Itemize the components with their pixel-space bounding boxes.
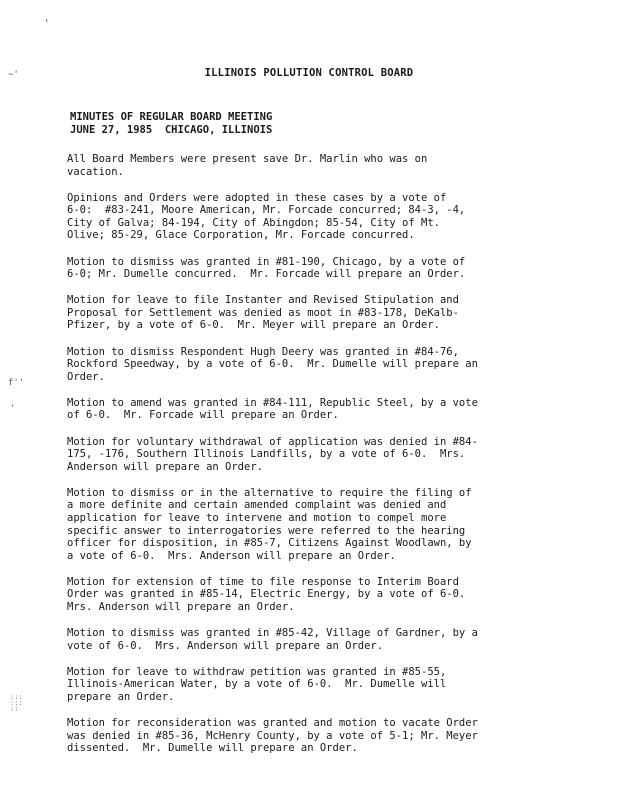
paragraph-line: Motion to dismiss or in the alternative to require the filing of	[67, 486, 472, 499]
paragraph-line: Rockford Speedway, by a vote of 6-0. Mr. Dumelle will prepare an	[67, 358, 478, 371]
minutes-paragraph	[67, 576, 547, 614]
margin-holes-bottom: ::: ::: ::	[10, 693, 23, 713]
paragraph-line: 175, -176, Southern Illinois Landfills, by a vote of 6-0. Mrs.	[67, 448, 466, 461]
paragraph-line: Motion to dismiss was granted in #85-42, Village of Gardner, by a	[67, 627, 478, 640]
paragraph-line: vote of 6-0. Mrs. Anderson will prepare an Order.	[67, 639, 384, 652]
paragraph-line: vacation.	[67, 165, 124, 178]
minutes-title	[70, 111, 272, 137]
paragraph-line: Motion for leave to withdraw petition was granted in #85-55,	[67, 665, 447, 678]
minutes-paragraph	[67, 346, 547, 384]
scan-speck-middle: '	[10, 404, 16, 414]
paragraph-line: Opinions and Orders were adopted in these cases by a vote of	[67, 191, 447, 204]
paragraph-line: 6-0: #83-241, Moore American, Mr. Forcade concurred; 84-3, -4,	[67, 204, 466, 217]
minutes-paragraph	[67, 717, 547, 755]
paragraph-line: Motion for leave to file Instanter and Revised Stipulation and	[67, 294, 459, 307]
paragraph-line: City of Galva; 84-194, City of Abingdon; 85-54, City of Mt.	[67, 216, 440, 229]
minutes-body	[67, 153, 547, 768]
minutes-paragraph	[67, 153, 547, 178]
paragraph-line: a more definite and certain amended complaint was denied and	[67, 499, 447, 512]
paragraph-line: Order.	[67, 370, 105, 383]
paragraph-line: of 6-0. Mr. Forcade will prepare an Order.	[67, 409, 339, 422]
minutes-date-line: JUNE 27, 1985 CHICAGO, ILLINOIS	[70, 124, 273, 136]
paragraph-line: Proposal for Settlement was denied as moot in #83-178, DeKalb-	[67, 306, 459, 319]
paragraph-line: Motion to dismiss was granted in #81-190, Chicago, by a vote of	[67, 255, 466, 268]
paragraph-line: Motion for voluntary withdrawal of application was denied in #84-	[67, 435, 478, 448]
margin-scribble-middle: f''	[8, 378, 25, 388]
paragraph-line: Motion for extension of time to file response to Interim Board	[67, 575, 459, 588]
minutes-title-line: MINUTES OF REGULAR BOARD MEETING	[70, 111, 273, 123]
paragraph-line: officer for disposition, in #85-7, Citizens Against Woodlawn, by	[67, 537, 472, 550]
paragraph-line: Olive; 85-29, Glace Corporation, Mr. Forcade concurred.	[67, 229, 415, 242]
paragraph-line: Illinois-American Water, by a vote of 6-0. Mr. Dumelle will	[67, 678, 447, 691]
paragraph-line: dissented. Mr. Dumelle will prepare an Order.	[67, 742, 358, 755]
paragraph-line: a vote of 6-0. Mrs. Anderson will prepare an Order.	[67, 549, 396, 562]
minutes-paragraph	[67, 487, 547, 563]
minutes-paragraph	[67, 436, 547, 474]
paragraph-line: application for leave to intervene and motion to compel more	[67, 511, 447, 524]
paragraph-line: Motion to amend was granted in #84-111, Republic Steel, by a vote	[67, 396, 478, 409]
paragraph-line: Motion for reconsideration was granted and motion to vacate Order	[67, 717, 478, 730]
paragraph-line: Anderson will prepare an Order.	[67, 460, 263, 473]
minutes-paragraph	[67, 294, 547, 332]
paragraph-line: 6-0; Mr. Dumelle concurred. Mr. Forcade will prepare an Order.	[67, 268, 466, 281]
minutes-paragraph	[67, 397, 547, 422]
margin-scribble-top: ~'	[8, 70, 19, 80]
minutes-paragraph	[67, 627, 547, 652]
minutes-paragraph	[67, 192, 547, 242]
paragraph-line: All Board Members were present save Dr. Marlin who was on	[67, 153, 428, 165]
minutes-paragraph	[67, 666, 547, 704]
paragraph-line: specific answer to interrogatories were referred to the hearing	[67, 524, 466, 537]
paragraph-line: Motion to dismiss Respondent Hugh Deery was granted in #84-76,	[67, 345, 459, 358]
paragraph-line: Mrs. Anderson will prepare an Order.	[67, 601, 295, 614]
board-name: ILLINOIS POLLUTION CONTROL BOARD	[204, 67, 414, 79]
paragraph-line: Order was granted in #85-14, Electric Energy, by a vote of 6-0.	[67, 588, 466, 601]
minutes-paragraph	[67, 256, 547, 281]
scan-speck-top: ,	[44, 14, 50, 24]
paragraph-line: prepare an Order.	[67, 691, 175, 703]
paragraph-line: Pfizer, by a vote of 6-0. Mr. Meyer will prepare an Order.	[67, 319, 440, 332]
paragraph-line: was denied in #85-36, McHenry County, by a vote of 5-1; Mr. Meyer	[67, 729, 478, 742]
